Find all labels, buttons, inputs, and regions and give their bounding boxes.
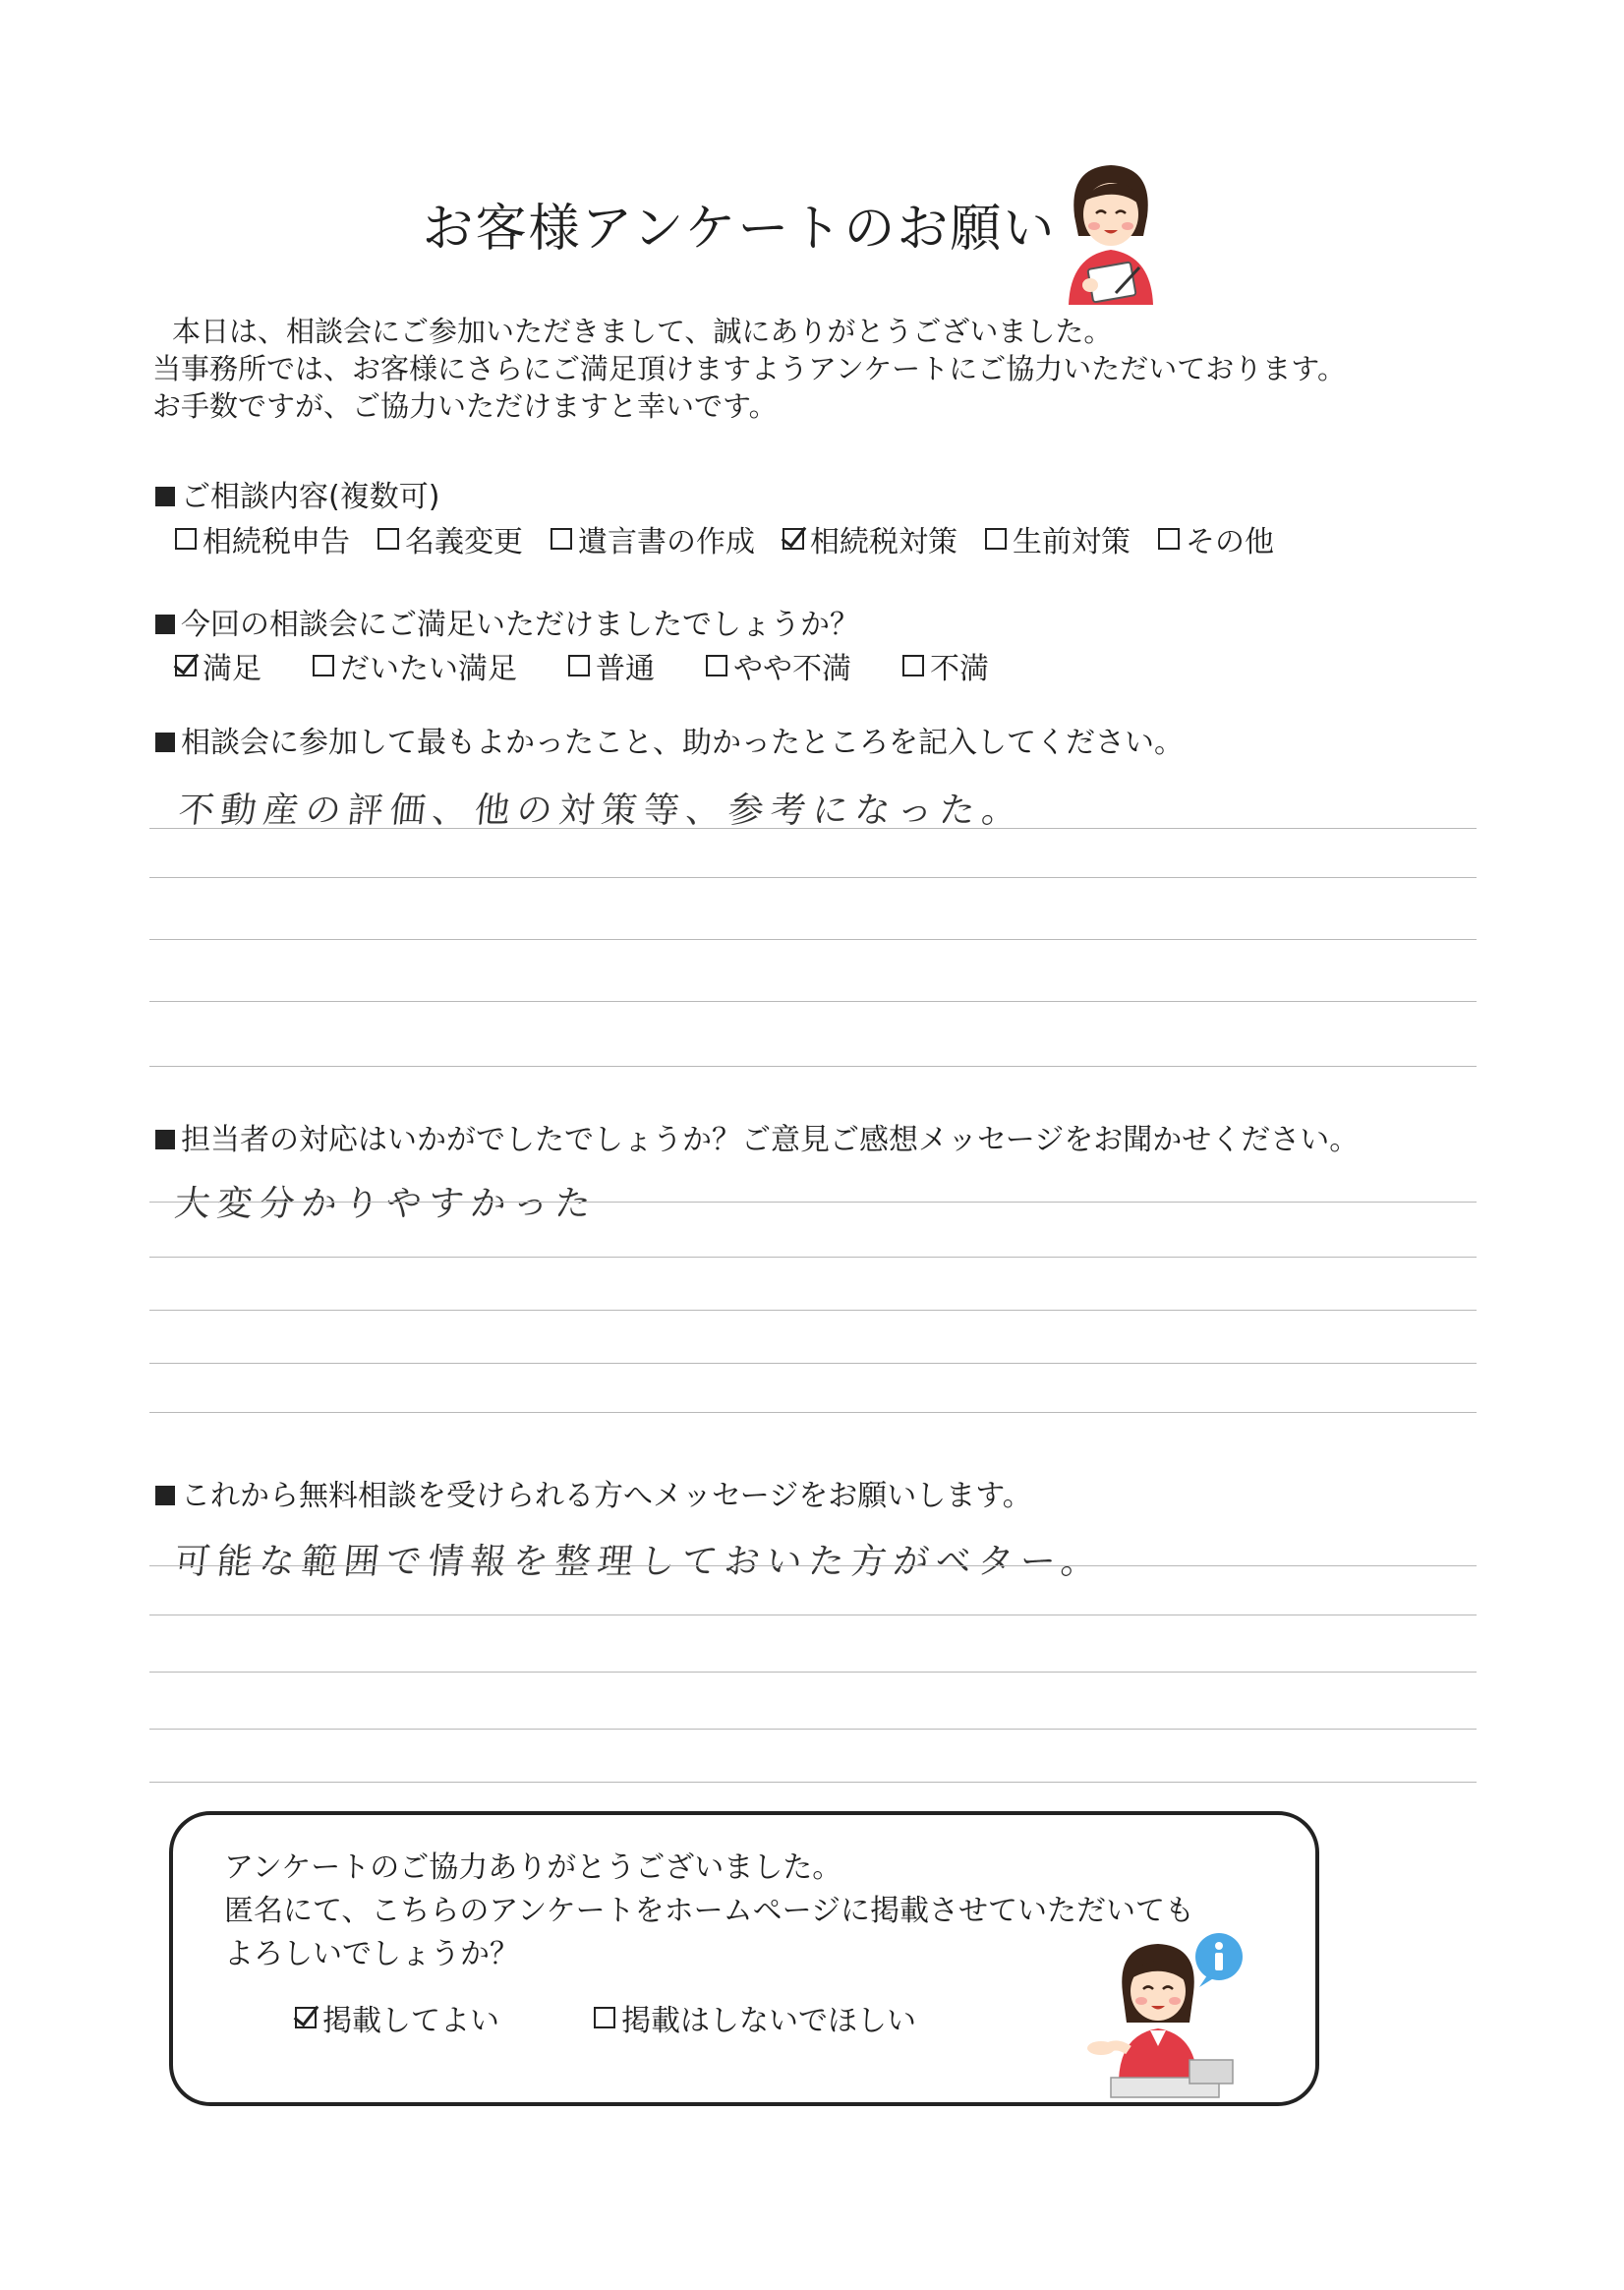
checkbox-icon[interactable]: [1158, 528, 1180, 550]
q1-option-other[interactable]: その他: [1158, 517, 1274, 560]
q2-option-neutral[interactable]: 普通: [568, 644, 655, 687]
checkbox-checked-icon[interactable]: [175, 655, 197, 676]
thanks-line-2: 匿名にて、こちらのアンケートをホームページに掲載させていただいても: [224, 1894, 1194, 1928]
checkbox-icon[interactable]: [594, 2007, 615, 2028]
square-bullet-icon: [155, 615, 175, 634]
checkbox-icon[interactable]: [985, 528, 1007, 550]
checkbox-icon[interactable]: [313, 655, 334, 676]
publication-option-decline[interactable]: 掲載はしないでほしい: [594, 1996, 916, 2039]
q1-option-title-transfer[interactable]: 名義変更: [377, 517, 523, 560]
q5-answer[interactable]: 可能な範囲で情報を整理しておいた方がベター。: [172, 1542, 1106, 1582]
page-title: お客様アンケートのお願い: [422, 200, 1057, 259]
checkbox-icon[interactable]: [551, 528, 572, 550]
q3-answer[interactable]: 不動産の評価、他の対策等、参考になった。: [176, 791, 1026, 831]
intro-text: [152, 313, 1346, 425]
checkbox-icon[interactable]: [706, 655, 727, 676]
q4-heading: [155, 1115, 1359, 1158]
answer-line: [149, 1672, 1477, 1673]
q1-option-inheritance-tax-filing[interactable]: 相続税申告: [175, 517, 350, 560]
q2-label: 今回の相談会にご満足いただけましたでしょうか？: [181, 608, 859, 642]
q5-label: これから無料相談を受けられる方へメッセージをお願いします。: [181, 1479, 1032, 1513]
square-bullet-icon: [155, 733, 175, 752]
thanks-line-1: アンケートのご協力ありがとうございました。: [224, 1850, 842, 1885]
q2-heading: [155, 600, 859, 643]
answer-line: [149, 1565, 1477, 1566]
q1-option-pre-death-planning[interactable]: 生前対策: [985, 517, 1131, 560]
square-bullet-icon: [155, 1130, 175, 1149]
q3-heading: [155, 718, 1184, 761]
q1-option-will-drafting[interactable]: 遺言書の作成: [551, 517, 755, 560]
answer-line: [149, 877, 1477, 878]
q1-label: ご相談内容(複数可): [181, 480, 440, 514]
checkbox-icon[interactable]: [377, 528, 399, 550]
square-bullet-icon: [155, 487, 175, 506]
q2-option-dissatisfied[interactable]: 不満: [902, 644, 989, 687]
answer-line: [149, 1729, 1477, 1730]
checkbox-checked-icon[interactable]: [295, 2007, 317, 2028]
answer-line: [149, 939, 1477, 940]
answer-line: [149, 1310, 1477, 1311]
square-bullet-icon: [155, 1486, 175, 1505]
publication-options: [295, 1996, 916, 2039]
publication-option-allow[interactable]: 掲載してよい: [295, 1996, 499, 2039]
answer-line: [149, 1363, 1477, 1364]
woman-at-desk-info-illustration: [1072, 1932, 1248, 2104]
q2-option-satisfied[interactable]: 満足: [175, 644, 261, 687]
intro-line-3: お手数ですが、ご協力いただけますと幸いです。: [152, 389, 778, 423]
q1-option-inheritance-tax-planning[interactable]: 相続税対策: [783, 517, 957, 560]
thanks-message: [224, 1847, 1194, 1976]
q2-option-somewhat-dissatisfied[interactable]: やや不満: [706, 644, 851, 687]
q2-options: [175, 644, 989, 687]
checkbox-icon[interactable]: [568, 655, 590, 676]
answer-line: [149, 1202, 1477, 1203]
checkbox-icon[interactable]: [175, 528, 197, 550]
intro-line-1: 本日は、相談会にご参加いただきまして、誠にありがとうございました。: [172, 315, 1113, 348]
intro-line-2: 当事務所では、お客様にさらにご満足頂けますようアンケートにご協力いただいております。: [152, 352, 1346, 385]
answer-line: [149, 1782, 1477, 1783]
q3-label: 相談会に参加して最もよかったこと、助かったところを記入してください。: [181, 726, 1184, 760]
thanks-line-3: よろしいでしょうか？: [224, 1937, 519, 1971]
q4-answer[interactable]: 大変分かりやすかった: [172, 1184, 600, 1224]
q4-label: 担当者の対応はいかがでしたでしょうか？ご意見ご感想メッセージをお聞かせください。: [181, 1123, 1360, 1157]
answer-line: [149, 1001, 1477, 1002]
answer-line: [149, 1412, 1477, 1413]
q1-heading: [155, 472, 439, 515]
answer-line: [149, 828, 1477, 829]
answer-line: [149, 1257, 1477, 1258]
answer-line: [149, 1066, 1477, 1067]
q5-heading: [155, 1471, 1032, 1514]
woman-with-clipboard-illustration: [1057, 157, 1165, 305]
q2-option-mostly-satisfied[interactable]: だいたい満足: [313, 644, 517, 687]
q1-options: [175, 517, 1274, 560]
checkbox-icon[interactable]: [902, 655, 924, 676]
checkbox-checked-icon[interactable]: [783, 528, 804, 550]
